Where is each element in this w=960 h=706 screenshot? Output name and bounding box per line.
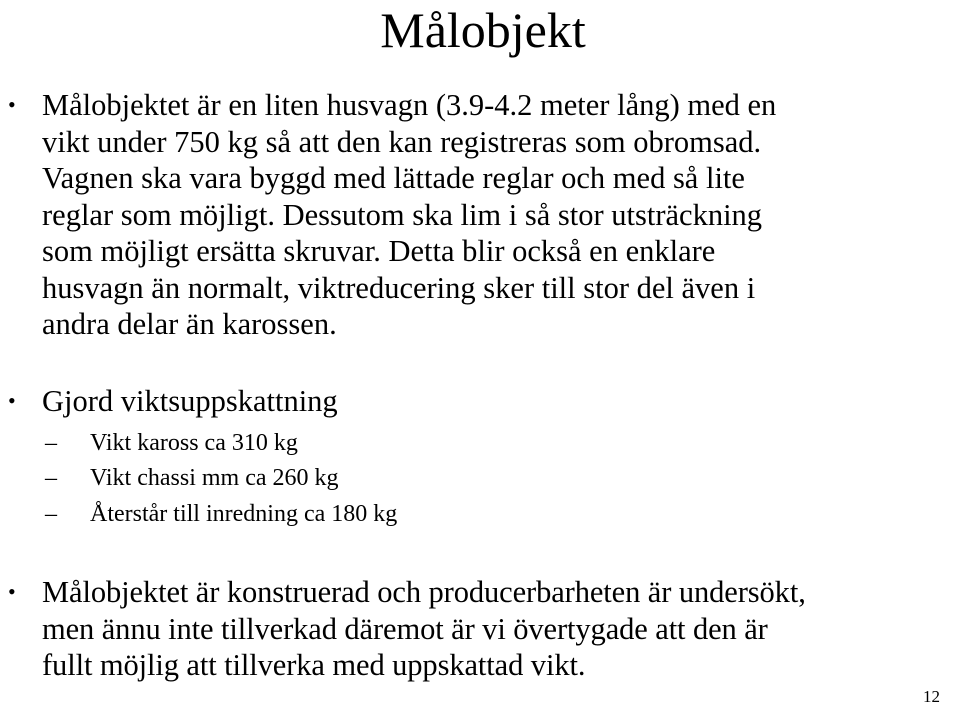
bullet-dot-icon: • <box>8 388 16 413</box>
bullet-3-line: Målobjektet är konstruerad och producerbarheten är undersökt, <box>42 575 806 609</box>
bullet-3-line: fullt möjlig att tillverka med uppskattad vikt. <box>42 648 586 682</box>
bullet-2-line: Gjord viktsuppskattning <box>42 384 338 418</box>
sub-item-text: Vikt chassi mm ca 260 kg <box>90 465 339 491</box>
bullet-1-line: Vagnen ska vara byggd med lättade reglar och med så lite <box>42 161 745 195</box>
slide-title-text: Målobjekt <box>380 2 586 58</box>
bullet-1-text <box>42 87 957 343</box>
dash-icon: – <box>45 501 57 527</box>
bullet-1-line: husvagn än normalt, viktreducering sker till stor del även i <box>42 270 756 305</box>
bullet-2-text <box>42 383 957 420</box>
bullet-1-line: som möjligt ersätta skruvar. Detta blir också en enklare <box>42 234 716 268</box>
slide-title <box>0 0 960 60</box>
bullet-1-line: andra delar än karossen. <box>42 307 337 341</box>
bullet-1-line: Målobjektet är en liten husvagn (3.9-4.2 meter lång) med en <box>42 88 777 122</box>
bullet-3-line: men ännu inte tillverkad däremot är vi övertygade att den är <box>42 611 768 646</box>
bullet-dot-icon: • <box>8 579 16 604</box>
bullet-3-text <box>42 574 957 684</box>
bullet-dot-icon: • <box>8 92 16 117</box>
dash-icon: – <box>45 465 57 491</box>
bullet-1-line: reglar som möjligt. Dessutom ska lim i så stor utsträckning <box>42 197 763 232</box>
page-number: 12 <box>923 687 940 706</box>
dash-icon: – <box>45 430 57 456</box>
bullet-1-line: vikt under 750 kg så att den kan registreras som obromsad. <box>42 124 762 159</box>
sub-item-text: Återstår till inredning ca 180 kg <box>90 501 398 527</box>
sub-item-text: Vikt kaross ca 310 kg <box>90 430 298 456</box>
